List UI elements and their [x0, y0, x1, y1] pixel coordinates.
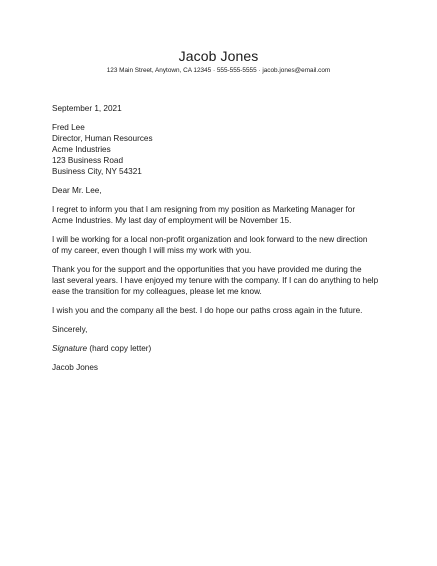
- recipient-name: Fred Lee: [52, 123, 85, 132]
- signer-name: Jacob Jones: [52, 363, 98, 372]
- sender-name: Jacob Jones: [178, 48, 259, 64]
- letter-body: [52, 103, 402, 373]
- paragraph-wishes: I wish you and the company all the best. I do hope our paths cross again in the future.: [52, 306, 363, 315]
- signature-line: [52, 343, 402, 354]
- recipient-address-block: [52, 122, 402, 177]
- recipient-company: Acme Industries: [52, 145, 111, 154]
- closing: Sincerely,: [52, 325, 88, 334]
- paragraph-thanks: Thank you for the support and the opportunities that you have provided me during the last several years. I have enjoyed my tenure with the company. If I can do anything to help ease the transition for my colleagues, please let me know.: [52, 265, 379, 296]
- recipient-city: Business City, NY 54321: [52, 167, 142, 176]
- salutation: Dear Mr. Lee,: [52, 186, 102, 195]
- recipient-title: Director, Human Resources: [52, 134, 153, 143]
- signature-label: Signature: [52, 344, 88, 353]
- paragraph-resignation: I regret to inform you that I am resigning from my position as Marketing Manager for Acme Industries. My last day of employment will be November 15.: [52, 205, 356, 225]
- letterhead: [0, 48, 437, 75]
- paragraph-next-role: I will be working for a local non-profit organization and look forward to the new direction of my career, even though I will miss my work with you.: [52, 235, 368, 255]
- signature-note: (hard copy letter): [87, 344, 152, 353]
- letter-date: September 1, 2021: [52, 104, 122, 113]
- sender-contact-line: 123 Main Street, Anytown, CA 12345 · 555-555-5555 · jacob.jones@email.com: [106, 67, 331, 74]
- recipient-street: 123 Business Road: [52, 156, 124, 165]
